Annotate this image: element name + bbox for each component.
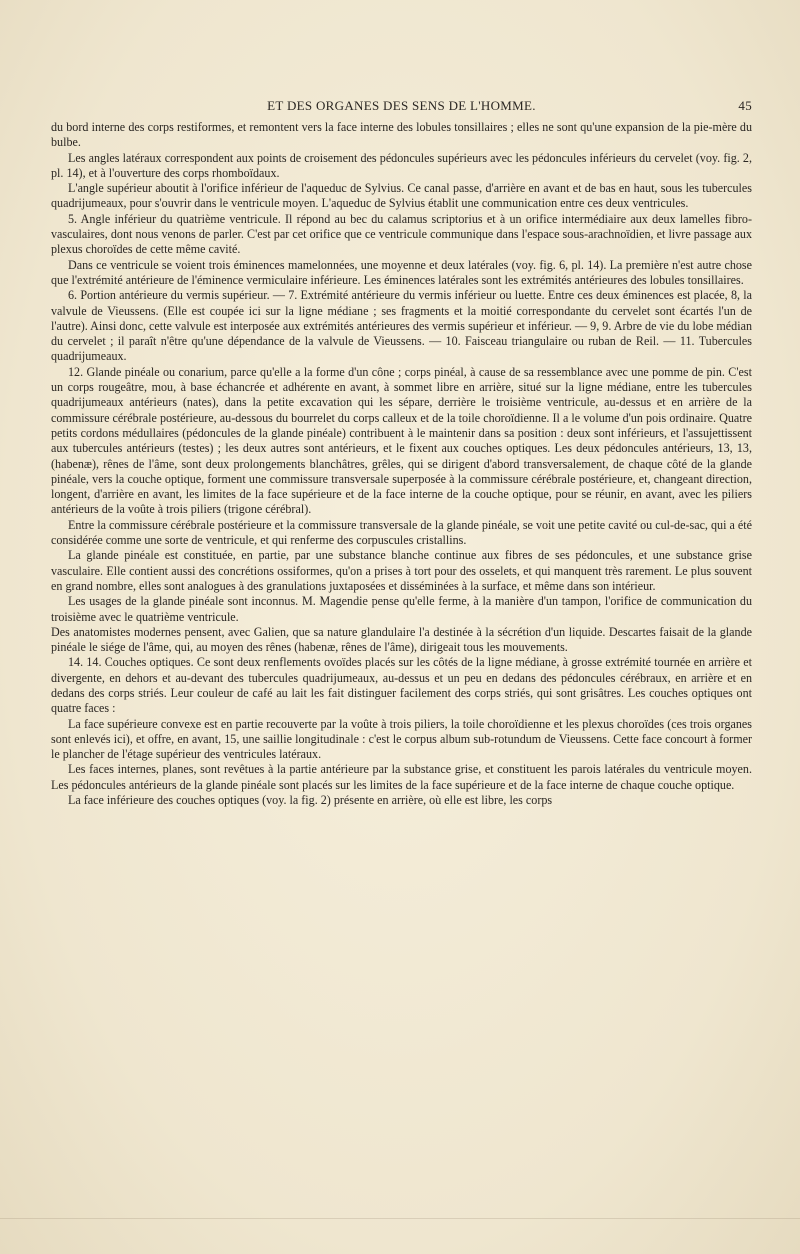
paragraph: La glande pinéale est constituée, en partie, par une substance blanche continue aux fibres de ses pédoncules, et une substance grise vasculaire. Elle contient aussi des concrétions ossiformes, qu'on a prises à tort pour des osselets, et qui manquent très rarement. Le plus souvent en grand nombre, elles sont analogues à des granulations juxtaposées et disséminées à la surface, et même dans son intérieur. xyxy=(51,548,752,593)
paragraph: Les angles latéraux correspondent aux points de croisement des pédoncules supérieurs avec les pédoncules inférieurs du cervelet (voy. fig. 2, pl. 14), et à l'ouverture des corps rhomboïdaux. xyxy=(51,150,752,180)
paragraph: 5. Angle inférieur du quatrième ventricule. Il répond au bec du calamus scriptorius et à un orifice intermédiaire aux deux lamelles fibro-vasculaires, dont nous venons de parler. C'est par cet orifice que ce ventricule communique dans l'espace sous-arachnoïdien, et livre passage aux plexus choroïdes de cette même cavité. xyxy=(51,211,752,257)
paragraph: Dans ce ventricule se voient trois éminences mamelonnées, une moyenne et deux latérales (voy. fig. 6, pl. 14). La première n'est autre chose que l'extrémité antérieure de l'éminence vermiculaire inférieure. Les éminences latérales sont les extrémités antérieures des lobules tonsillaires. xyxy=(51,257,752,287)
page-edge-shadow xyxy=(0,1218,800,1219)
paragraph: La face inférieure des couches optiques (voy. la fig. 2) présente en arrière, où elle est libre, les corps xyxy=(68,793,553,808)
page-number: 45 xyxy=(738,98,752,113)
paragraph: 12. Glande pinéale ou conarium, parce qu'elle a la forme d'un cône ; corps pinéal, à cause de sa ressemblance avec une pomme de pin. C'est un corps rougeâtre, mou, à base échancrée et adhérente en avant, à sommet libre en arrière, situé sur la ligne médiane, entre les tubercules quadrijumeaux antérieurs (nates), dans la petite excavation qui les sépare, derrière le troisième ventricule, au-dessus et en arrière de la commissure cérébrale postérieure, au-dessous du bourrelet du corps calleux et de la toile choroïdienne. Il a le volume d'un pois ordinaire. Quatre petits cordons médullaires (pédoncules de la glande pinéale) contribuent à le maintenir dans sa position : deux sont inférieurs, et l'assujettissent aux tubercules antérieurs (testes) ; les deux autres sont antérieurs, et le fixent aux couches optiques. Les deux pédoncules antérieurs, 13, 13, (habenæ), rênes de l'âme, sont deux prolongements blanchâtres, grêles, qui se dirigent d'abord transversalement, de chaque côté de la glande pinéale, vers la couche optique, forment une commissure transversale superposée à la commissure cérébrale postérieure, et, changeant direction, longent, d'arrière en avant, les limites de la face supérieure et de la face interne de la couche optique, pour se réunir, en avant, avec les piliers antérieurs de la voûte à trois piliers (trigone cérébral). xyxy=(51,364,752,517)
paragraph: L'angle supérieur aboutit à l'orifice inférieur de l'aqueduc de Sylvius. Ce canal passe, d'arrière en avant et de bas en haut, sous les tubercules quadrijumeaux, pour s'ouvrir dans le ventricule moyen. L'aqueduc de Sylvius établit une communication entre ces deux ventricules. xyxy=(51,181,752,211)
body-text xyxy=(51,120,752,808)
running-title: ET DES ORGANES DES SENS DE L'HOMME. xyxy=(267,98,536,113)
paragraph: Des anatomistes modernes pensent, avec Galien, que sa nature glandulaire l'a destinée à la sécrétion d'un liquide. Descartes faisait de la glande pinéale le siége de l'âme, qui, au moyen des rênes (habenæ, rênes de l'âme), dirigeait tous les mouvements. xyxy=(51,624,752,655)
paragraph: Les usages de la glande pinéale sont inconnus. M. Magendie pense qu'elle ferme, à la manière d'un tampon, l'orifice de communication du troisième avec le quatrième ventricule. xyxy=(51,594,752,624)
paragraph: du bord interne des corps restiformes, et remontent vers la face interne des lobules tonsillaires ; elles ne sont qu'une expansion de la pie-mère du bulbe. xyxy=(51,120,752,150)
paragraph: Les faces internes, planes, sont revêtues à la partie antérieure par la substance grise, et constituent les parois latérales du ventricule moyen. Les pédoncules antérieurs de la glande pinéale sont placés sur les limites de la face supérieure et de la face interne de chaque couche optique. xyxy=(51,762,752,792)
paragraph: 14. 14. Couches optiques. Ce sont deux renflements ovoïdes placés sur les côtés de la ligne médiane, à grosse extrémité tournée en arrière et divergente, en dehors et au-devant des tubercules quadrijumeaux, au-dessus et un peu en dedans des pédoncules cérébraux, en arrière et en dedans des corps striés. Leur couleur de café au lait les fait distinguer facilement des corps striés, qui sont grisâtres. Les couches optiques ont quatre faces : xyxy=(51,655,752,716)
paragraph: 6. Portion antérieure du vermis supérieur. — 7. Extrémité antérieure du vermis inférieur ou luette. Entre ces deux éminences est placée, 8, la valvule de Vieussens. (Elle est coupée ici sur la ligne médiane ; ses fragments et la moitié correspondante du cervelet sont écartés l'un de l'autre). Ainsi donc, cette valvule est interposée aux extrémités antérieures des vermis supérieur et inférieur. — 9, 9. Arbre de vie du lobe médian du cervelet ; il paraît n'être qu'une dépendance de la valvule de Vieussens. — 10. Faisceau triangulaire ou ruban de Reil. — 11. Tubercules quadrijumeaux. xyxy=(51,288,752,364)
running-header xyxy=(51,98,752,118)
paragraph: La face supérieure convexe est en partie recouverte par la voûte à trois piliers, la toile choroïdienne et les plexus choroïdes (ces trois organes sont enlevés ici), et offre, en avant, 15, une saillie longitudinale : c'est le corpus album sub-rotundum de Vieussens. Cette face concourt à former le plancher de l'étage supérieur des ventricules latéraux. xyxy=(51,716,752,762)
paragraph: Entre la commissure cérébrale postérieure et la commissure transversale de la glande pinéale, se voit une petite cavité ou cul-de-sac, qui a été considérée comme une sorte de ventricule, et qui renferme des corpuscules cristallins. xyxy=(51,517,752,548)
